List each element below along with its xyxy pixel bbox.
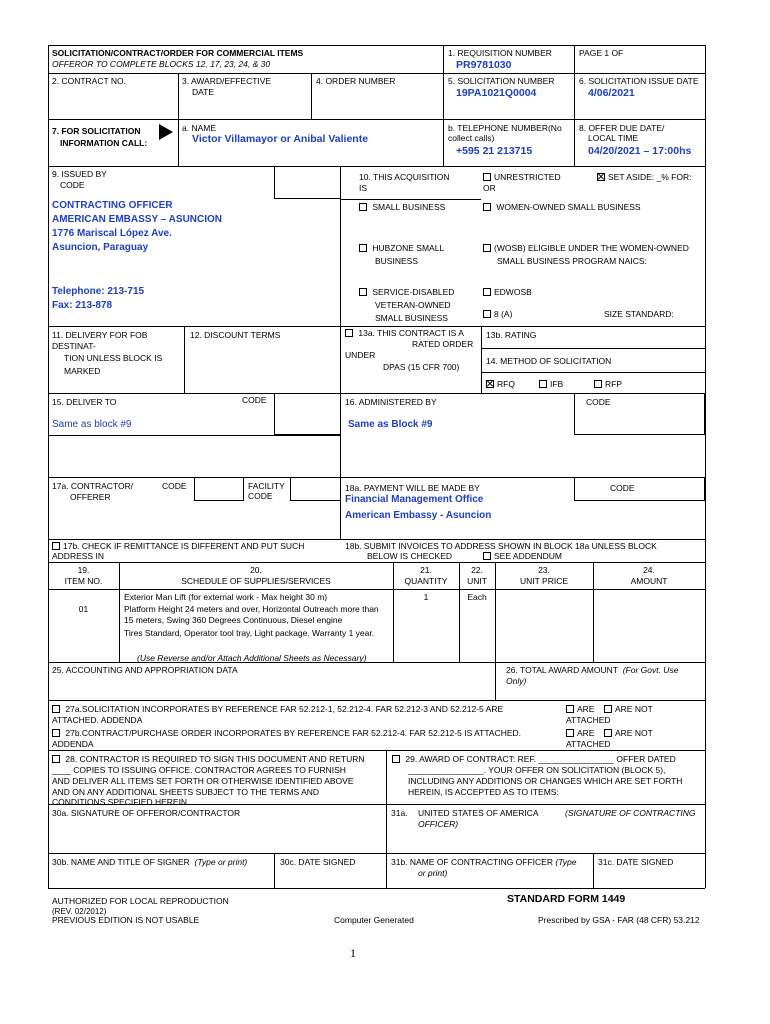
sdvosb-label: SERVICE-DISABLED [372, 287, 455, 297]
checkbox-checked[interactable] [597, 173, 605, 181]
clause-28-3: AND DELIVER ALL ITEMS SET FORTH OR OTHERWISE IDENTIFIED ABOVE [52, 776, 354, 786]
item-desc-1: Exterior Man Lift (for external work - Max height 30 m) [124, 592, 328, 602]
checkbox[interactable] [566, 729, 574, 737]
rule [311, 73, 312, 119]
facility-code-label: FACILITY [248, 481, 285, 491]
issued-by-code-label: CODE [60, 180, 85, 190]
prescribed-by: Prescribed by GSA - FAR (48 CFR) 53.212 [538, 915, 700, 925]
set-aside-option[interactable] [597, 172, 691, 183]
addendum-option[interactable] [483, 551, 562, 562]
administered-by-code-label: CODE [586, 397, 611, 407]
type-or-print: (Type or print) [194, 857, 248, 867]
checkbox[interactable] [483, 288, 491, 296]
rule [48, 45, 705, 46]
deliver-to-value: Same as block #9 [52, 419, 132, 430]
col19-number: 19. [77, 565, 90, 575]
telephone-value[interactable]: +595 21 213715 [456, 145, 533, 157]
checkbox[interactable] [483, 244, 491, 252]
co-name-label-2: or print) [418, 868, 448, 878]
award-date-label: 3. AWARD/EFFECTIVE [182, 76, 272, 86]
form-title: SOLICITATION/CONTRACT/ORDER FOR COMMERCIAL ITEMS [52, 48, 304, 58]
rule [184, 326, 185, 393]
clause-29-4: HEREIN, IS ACCEPTED AS TO ITEMS: [408, 787, 559, 797]
rating-label: 13b. RATING [486, 330, 537, 340]
telephone-label: b. TELEPHONE NUMBER(No [448, 123, 562, 133]
page-of-label: PAGE 1 OF [579, 48, 624, 58]
payment-code-field[interactable] [574, 477, 705, 501]
addendum-label: SEE ADDENDUM [494, 551, 563, 561]
col24-number: 24. [643, 565, 655, 575]
co-signature-label-2: OFFICER) [418, 819, 459, 829]
rfq-label: RFQ [497, 379, 515, 389]
issuer-telephone: Telephone: 213-715 [52, 286, 145, 297]
rated-order-label-3: UNDER [345, 350, 376, 360]
27b-are-option[interactable] [566, 728, 594, 739]
co-name-text: 31b. NAME OF CONTRACTING OFFICER [391, 857, 553, 867]
facility-code-field[interactable] [290, 477, 341, 501]
27b-attached: ATTACHED [566, 739, 611, 749]
contractor-code-field[interactable] [194, 477, 244, 501]
ifb-option[interactable] [539, 379, 563, 390]
clause-28-5: CONDITIONS SPECIFIED HEREIN. [52, 797, 190, 804]
hubzone-option[interactable] [359, 243, 444, 254]
item-unit: Each [467, 592, 487, 602]
name-label: a. NAME [182, 123, 217, 133]
rule [443, 45, 444, 166]
27a-are-not-option[interactable] [604, 704, 653, 715]
rule [481, 372, 705, 373]
col-quantity: QUANTITY [404, 576, 448, 586]
rule [593, 853, 594, 888]
date-signed-30c: 30c. DATE SIGNED [280, 857, 356, 867]
offeror-signature-field[interactable] [52, 822, 382, 850]
27a-are-not-label: ARE NOT [615, 704, 653, 714]
remittance-label: 17b. CHECK IF REMITTANCE IS DIFFERENT AND PUT SUCH [63, 541, 305, 551]
requisition-label: 1. REQUISITION NUMBER [448, 48, 552, 58]
administered-by-code-field[interactable] [574, 393, 705, 435]
27a-attached: ATTACHED [566, 715, 611, 725]
signer-name-label [52, 857, 247, 868]
31a-label: 31a. [391, 808, 408, 818]
previous-edition: PREVIOUS EDITION IS NOT USABLE [52, 915, 200, 925]
delivery-fob-label-2: DESTINAT- [52, 341, 96, 351]
arrow-right-icon [159, 124, 173, 140]
usa-label: UNITED STATES OF AMERICA [418, 808, 539, 818]
set-aside-label: SET ASIDE: _% FOR: [608, 172, 692, 182]
authorized-reproduction: AUTHORIZED FOR LOCAL REPRODUCTION [52, 896, 229, 906]
solicitation-number-label: 5. SOLICITATION NUMBER [448, 76, 555, 86]
clause-29-3: INCLUDING ANY ADDITIONS OR CHANGES WHICH ARE SET FORTH [408, 776, 683, 786]
offeror-signature-label: 30a. SIGNATURE OF OFFEROR/CONTRACTOR [52, 808, 241, 818]
issue-date-label: 6. SOLICITATION ISSUE DATE [579, 76, 699, 86]
rule [48, 166, 705, 167]
payment-office-2: American Embassy - Asuncion [345, 510, 492, 521]
27b-are-not-label: ARE NOT [615, 728, 653, 738]
deliver-to-code-field[interactable] [274, 393, 341, 435]
checkbox[interactable] [539, 380, 547, 388]
rule [48, 435, 340, 436]
rule [481, 326, 482, 393]
co-signature-field[interactable] [391, 832, 701, 850]
eight-a-label: 8 (A) [494, 309, 513, 319]
checkbox[interactable] [483, 552, 491, 560]
checkbox[interactable] [566, 705, 574, 713]
rule [341, 199, 481, 200]
issue-date-value[interactable]: 4/06/2021 [588, 87, 635, 99]
computer-generated: Computer Generated [334, 915, 414, 925]
rule [48, 853, 705, 854]
unrestricted-label: UNRESTRICTED [494, 172, 561, 182]
checkbox[interactable] [604, 705, 612, 713]
rated-order-label-2: RATED ORDER [412, 339, 474, 349]
checkbox[interactable] [483, 173, 491, 181]
col21-number: 21. [420, 565, 432, 575]
delivery-fob-label-4: MARKED [64, 366, 101, 376]
deliver-to-code-label: CODE [242, 395, 267, 405]
sdvosb-option[interactable] [359, 287, 454, 298]
rule [48, 119, 705, 120]
item-desc-3: 15 meters, Swing 360 Degrees Continuous, Diesel engine [124, 615, 343, 625]
clause-29-2: ________________. YOUR OFFER ON SOLICITATION (BLOCK 5), [408, 765, 666, 775]
checkbox[interactable] [359, 203, 367, 211]
acquisition-label-2: IS [359, 183, 368, 193]
clause-27b-2: ADDENDA [52, 739, 94, 749]
checkbox[interactable] [483, 310, 491, 318]
hubzone-label-2: BUSINESS [375, 256, 418, 266]
eight-a-option[interactable] [483, 309, 512, 320]
clause-27b-text: 27b.CONTRACT/PURCHASE ORDER INCORPORATES BY REFERENCE FAR 52.212-4. FAR 52.212-5 IS ATTACHED. [65, 728, 522, 738]
wosb-label: (WOSB) ELIGIBLE UNDER THE WOMEN-OWNED [494, 243, 689, 253]
clause-27b [52, 728, 521, 739]
telephone-label-2: collect calls) [448, 133, 495, 143]
col-unit-price: UNIT PRICE [519, 576, 569, 586]
govt-use-only: Only) [506, 676, 527, 686]
co-type-text: (Type [555, 857, 577, 867]
form-subtitle: OFFEROR TO COMPLETE BLOCKS 12, 17, 23, 24, & 30 [52, 59, 271, 69]
method-label: 14. METHOD OF SOLICITATION [486, 356, 612, 366]
info-call-label-2: INFORMATION CALL: [60, 138, 148, 148]
rule [178, 73, 179, 166]
rule [386, 750, 387, 888]
rfp-label: RFP [605, 379, 622, 389]
checkbox[interactable] [359, 244, 367, 252]
govt-use-text: (For Govt. Use [622, 665, 679, 675]
col-amount: AMOUNT [630, 576, 668, 586]
27a-are-option[interactable] [566, 704, 594, 715]
checkbox[interactable] [52, 542, 60, 550]
clause-27a-2: ATTACHED. ADDENDA [52, 715, 143, 725]
revision: (REV. 02/2012) [52, 907, 107, 916]
additional-sheets-note: (Use Reverse and/or Attach Additional Sheets as Necessary) [137, 653, 367, 663]
total-award-label [506, 665, 678, 676]
col22-number: 22. [471, 565, 483, 575]
27b-are-not-option[interactable] [604, 728, 653, 739]
item-desc-4: Tires Standard, Operator tool tray, Light package. Warranty 1 year. [124, 628, 375, 638]
issuer-line-4: Asuncion, Paraguay [52, 242, 149, 253]
checkbox[interactable] [52, 705, 60, 713]
rule [48, 750, 705, 751]
27a-are-label: ARE [577, 704, 595, 714]
rule [574, 45, 575, 166]
edwosb-option[interactable] [483, 287, 532, 298]
issued-by-code-field[interactable] [274, 166, 341, 199]
wosb-option[interactable] [483, 243, 689, 254]
rule [705, 45, 706, 888]
sdvosb-label-3: SMALL BUSINESS [375, 313, 448, 323]
invoice-label-2: BELOW IS CHECKED [367, 551, 453, 561]
solicitation-number-value[interactable]: 19PA1021Q0004 [456, 87, 537, 99]
page-number: 1 [350, 946, 356, 960]
requisition-value[interactable]: PR9781030 [456, 59, 512, 71]
ifb-label: IFB [550, 379, 564, 389]
rule [48, 888, 705, 889]
checkbox[interactable] [604, 729, 612, 737]
rule [48, 700, 705, 701]
col20-number: 20. [250, 565, 262, 575]
contractor-code-label: CODE [162, 481, 187, 491]
delivery-fob-label: 11. DELIVERY FOR FOB [52, 330, 148, 340]
date-signed-31c: 31c. DATE SIGNED [598, 857, 674, 867]
administered-by-value: Same as Block #9 [348, 419, 433, 430]
col23-number: 23. [538, 565, 550, 575]
signer-name-text: 30b. NAME AND TITLE OF SIGNER [52, 857, 190, 867]
rule [48, 539, 705, 540]
item-quantity: 1 [423, 592, 429, 602]
unrestricted-option[interactable] [483, 172, 561, 183]
accounting-label: 25. ACCOUNTING AND APPROPRIATION DATA [52, 665, 238, 675]
total-award-text: 26. TOTAL AWARD AMOUNT [506, 665, 618, 675]
rule [48, 562, 705, 563]
size-standard-label: SIZE STANDARD: [604, 309, 674, 319]
standard-form-title: STANDARD FORM 1449 [507, 893, 626, 905]
clause-28-2: ____ COPIES TO ISSUING OFFICE. CONTRACTOR AGREES TO FURNISH [52, 765, 346, 775]
payment-label: 18a. PAYMENT WILL BE MADE BY [345, 483, 480, 493]
co-signature-label: (SIGNATURE OF CONTRACTING [565, 808, 696, 818]
due-date-label: 8. OFFER DUE DATE/ [579, 123, 665, 133]
item-desc-2: Platform Height 24 meters and over, Horizontal Outreach more than [124, 604, 379, 614]
small-business-label: SMALL BUSINESS [372, 202, 446, 212]
order-number-label: 4. ORDER NUMBER [316, 76, 396, 86]
issuer-line-2: AMERICAN EMBASSY – ASUNCION [52, 214, 223, 225]
rule [481, 348, 705, 349]
women-owned-option[interactable] [483, 202, 641, 213]
issuer-line-3: 1776 Mariscal López Ave. [52, 228, 172, 239]
discount-terms-label: 12. DISCOUNT TERMS [190, 330, 281, 340]
delivery-fob-label-3: TION UNLESS BLOCK IS [64, 353, 163, 363]
contract-no-label: 2. CONTRACT NO. [52, 76, 126, 86]
clause-28-4: AND ON ANY ADDITIONAL SHEETS SUBJECT TO THE TERMS AND [52, 787, 320, 797]
checkbox[interactable] [52, 755, 60, 763]
dpas-label: DPAS (15 CFR 700) [383, 362, 460, 372]
contractor-label: 17a. CONTRACTOR/ [52, 481, 134, 491]
rule [48, 326, 705, 327]
item-number: 01 [78, 604, 89, 614]
contact-name[interactable]: Victor Villamayor or Anibal Valiente [192, 133, 369, 145]
col-item-no: ITEM NO. [64, 576, 103, 586]
checkbox[interactable] [483, 203, 491, 211]
acquisition-label: 10. THIS ACQUISITION [359, 172, 450, 182]
checkbox[interactable] [359, 288, 367, 296]
checkbox[interactable] [52, 729, 60, 737]
administered-by-label: 16. ADMINISTERED BY [345, 397, 437, 407]
rule [48, 45, 49, 888]
rated-order-option[interactable] [345, 328, 464, 339]
issuer-fax: Fax: 213-878 [52, 300, 113, 311]
issued-by-label: 9. ISSUED BY [52, 169, 107, 179]
invoice-label: 18b. SUBMIT INVOICES TO ADDRESS SHOWN IN BLOCK 18a UNLESS BLOCK [345, 541, 657, 551]
contractor-label-2: OFFERER [70, 492, 111, 502]
co-name-label [391, 857, 576, 868]
remittance-label-2: ADDRESS IN [52, 551, 104, 561]
clause-28-text: 28. CONTRACTOR IS REQUIRED TO SIGN THIS DOCUMENT AND RETURN [65, 754, 365, 764]
col-unit: UNIT [467, 576, 487, 586]
issuer-line-1: CONTRACTING OFFICER [52, 200, 173, 211]
small-business-option[interactable] [359, 202, 445, 213]
due-date-label-2: LOCAL TIME [588, 133, 639, 143]
rfp-option[interactable] [594, 379, 622, 390]
deliver-to-label: 15. DELIVER TO [52, 397, 117, 407]
rated-order-label: 13a. THIS CONTRACT IS A [358, 328, 464, 338]
clause-27a [52, 704, 503, 715]
27b-are-label: ARE [577, 728, 595, 738]
clause-29 [392, 754, 676, 765]
payment-code-label: CODE [610, 483, 635, 493]
checkbox[interactable] [345, 329, 353, 337]
payment-office-1: Financial Management Office [345, 494, 484, 505]
checkbox[interactable] [392, 755, 400, 763]
checkbox-checked[interactable] [486, 380, 494, 388]
women-owned-label: WOMEN-OWNED SMALL BUSINESS [496, 202, 641, 212]
clause-27a-text: 27a.SOLICITATION INCORPORATES BY REFERENCE FAR 52.212-1, 52.212-4. FAR 52.212-3 AND 52.212-5 ARE [65, 704, 504, 714]
rule [274, 853, 275, 888]
wosb-label-2: SMALL BUSINESS PROGRAM NAICS: [497, 256, 647, 266]
col-supplies: SCHEDULE OF SUPPLIES/SERVICES [181, 576, 331, 586]
checkbox[interactable] [594, 380, 602, 388]
rule [48, 589, 705, 590]
rule [48, 73, 705, 74]
sdvosb-label-2: VETERAN-OWNED [375, 300, 451, 310]
rule [48, 804, 705, 805]
clause-28 [52, 754, 365, 765]
or-label: OR [483, 183, 496, 193]
facility-code-label-2: CODE [248, 491, 273, 501]
award-date-label-2: DATE [192, 87, 215, 97]
info-call-label: 7. FOR SOLICITATION [52, 126, 141, 136]
edwosb-label: EDWOSB [494, 287, 532, 297]
due-date-value[interactable]: 04/20/2021 – 17:00hs [588, 145, 692, 157]
hubzone-label: HUBZONE SMALL [372, 243, 445, 253]
clause-29-text: 29. AWARD OF CONTRACT: REF. ________________ OFFER DATED [405, 754, 676, 764]
rfq-option[interactable] [486, 379, 515, 390]
